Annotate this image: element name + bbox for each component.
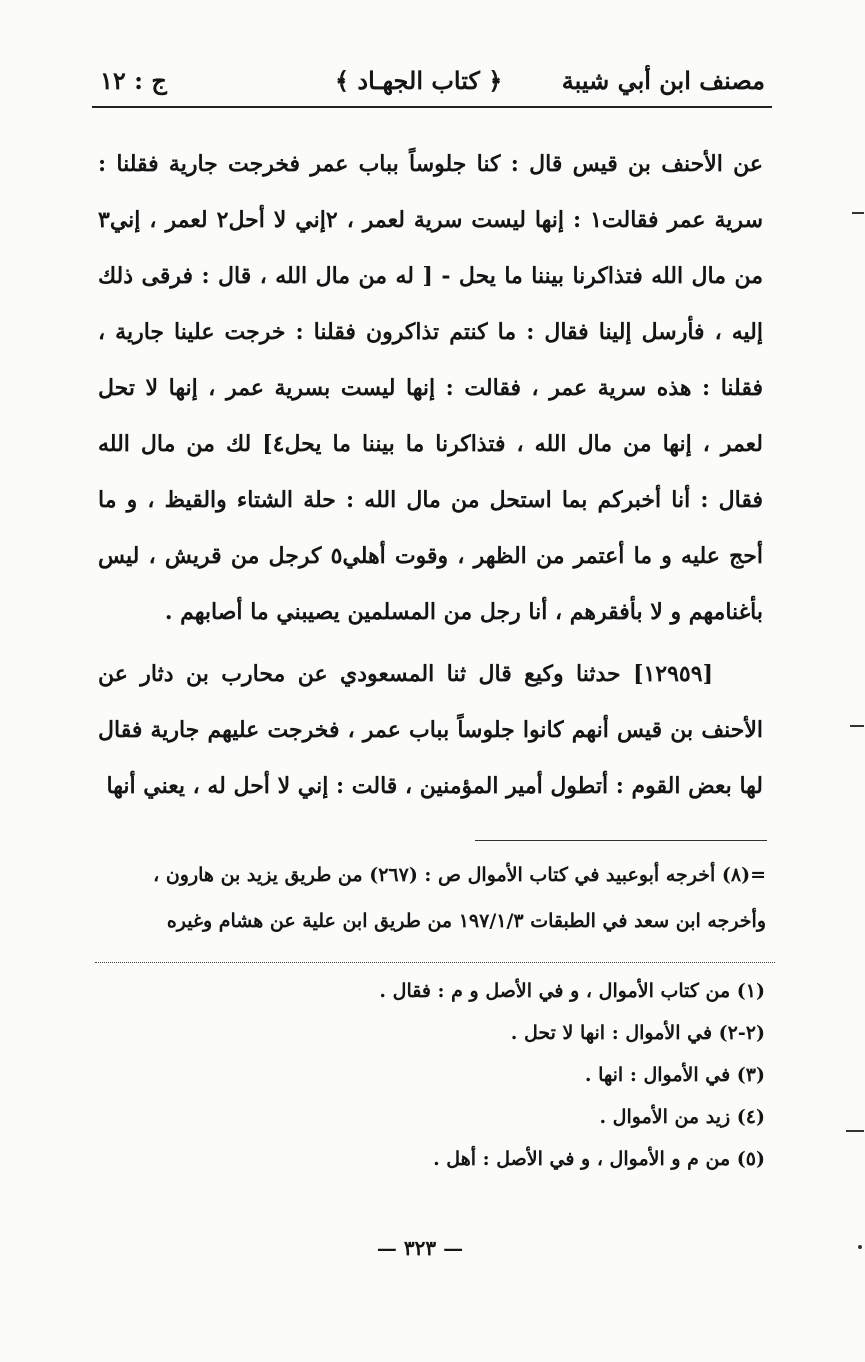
footnote-2: (٢-٢) في الأموال : انها لا تحل . — [510, 1022, 765, 1044]
footnote-3: (٣) في الأموال : انها . — [584, 1064, 765, 1086]
chapter-title: ﴿ كتاب الجهـاد ﴾ — [335, 66, 503, 95]
footnote-divider-2 — [95, 962, 775, 963]
continued-footnote-line-1: =(٨) أخرجه أبوعبيد في كتاب الأموال ص : (٢٦٧) من طريق يزيد بن هارون ، — [153, 864, 766, 886]
scan-mark — [850, 725, 864, 727]
footnotes — [300, 970, 765, 1180]
paragraph-1: عن الأحنف بن قيس قال : كنا جلوساً بباب عمر فخرجت جارية فقلنا : سرية عمر فقالت١ : إنها ليست سرية لعمر ، ٢إني لا أحل٢ لعمر ، إني٣ من مال الله فتذاكرنا بيننا ما يحل - [ له من مال الله ، قال : فرقى ذلك إليه ، فأرسل إلينا فقال : ما كنتم تذاكرون فقلنا : خرجت علينا جارية ، فقلنا : هذه سرية عمر ، فقالت : إنها ليست بسرية عمر ، إنها لا تحل لعمر ، إنها من مال الله ، فتذاكرنا ما بيننا ما يحل٤] لك من مال الله فقال : أنا أخبركم بما استحل من مال الله : حلة الشتاء والقيظ ، و ما أحج عليه و ما أعتمر من الظهر ، وقوت أهلي٥ كرجل من قريش ، ليس بأغنامهم و لا بأفقرهم ، أنا رجل من المسلمين يصيبني ما أصابهم . — [98, 151, 764, 625]
footnote-divider — [475, 840, 767, 841]
main-text — [98, 136, 763, 814]
continued-footnote-line-2: وأخرجه ابن سعد في الطبقات ١٩٧/١/٣ من طريق ابن علية عن هشام وغيره — [166, 910, 766, 932]
footnote-1: (١) من كتاب الأموال ، و في الأصل و م : فقال . — [379, 980, 765, 1002]
continued-footnote — [98, 852, 766, 944]
book-title: مصنف ابن أبي شيبة — [561, 66, 765, 95]
header-divider — [92, 106, 772, 108]
scan-mark — [852, 212, 864, 214]
paragraph-2: [١٢٩٥٩] حدثنا وكيع قال ثنا المسعودي عن محارب بن دثار عن الأحنف بن قيس أنهم كانوا جلوساً بباب عمر ، فخرجت عليهم جارية فقال لها بعض القوم : أتطول أمير المؤمنين ، قالت : إني لا أحل له ، يعني أنها — [98, 661, 763, 799]
volume-number: ج : ١٢ — [100, 66, 167, 95]
scan-dot — [858, 1245, 862, 1249]
footnote-4: (٤) زيد من الأموال . — [599, 1106, 765, 1128]
footnote-5: (٥) من م و الأموال ، و في الأصل : أهل . — [433, 1148, 765, 1170]
running-header — [100, 62, 765, 102]
scan-mark — [846, 1130, 864, 1132]
page-number: — ٣٢٣ — — [376, 1236, 464, 1260]
